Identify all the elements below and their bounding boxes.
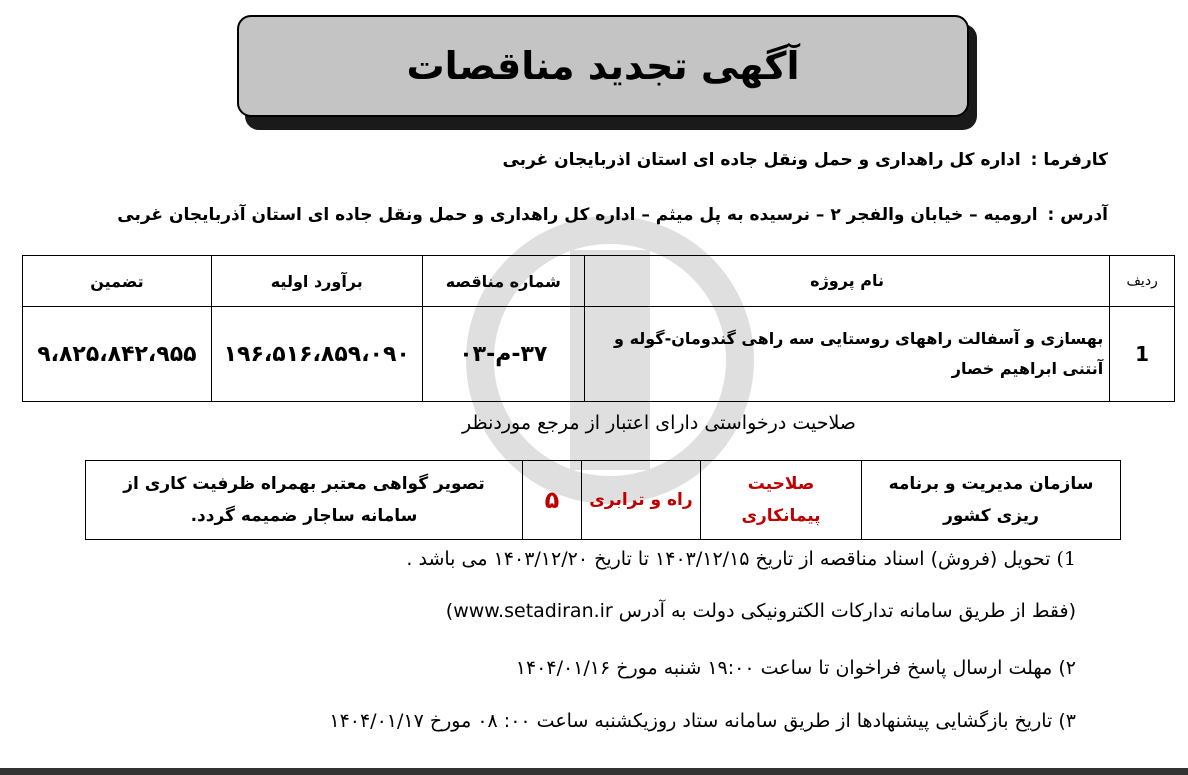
employer-value: اداره کل راهداری و حمل ونقل جاده ای استان اذربایجان غربی — [502, 150, 1021, 170]
header-project-name: نام پروژه — [584, 256, 1109, 307]
header-estimate: برآورد اولیه — [211, 256, 422, 307]
header-tender-number: شماره مناقصه — [422, 256, 584, 307]
cell-guarantee: ۹،۸۲۵،۸۴۲،۹۵۵ — [23, 307, 212, 402]
table-row — [23, 307, 1175, 402]
qualification-type: صلاحیت پیمانکاری — [701, 461, 862, 540]
item-3: ۳) تاریخ بازگشایی پیشنهادها از طریق سامانه ستاد روزیکشنبه ساعت ۰۰: ۰۸ مورخ ۱۴۰۴/۰۱/۱۷ — [329, 710, 1076, 732]
projects-table — [22, 255, 1175, 402]
employer-line — [502, 150, 1108, 170]
item-1-text: تحویل (فروش) اسناد مناقصه از تاریخ ۱۴۰۳/۱۲/۱۵ تا تاریخ ۱۴۰۳/۱۲/۲۰ می باشد . — [406, 548, 1051, 570]
cell-tender-number: ۳۷-م-۰۳ — [422, 307, 584, 402]
item-2: ۲) مهلت ارسال پاسخ فراخوان تا ساعت ۱۹:۰۰ شنبه مورخ ۱۴۰۴/۰۱/۱۶ — [515, 657, 1076, 679]
qualification-grade: ۵ — [523, 461, 582, 540]
page-title: آگهی تجدید مناقصات — [237, 15, 969, 117]
cell-estimate: ۱۹۶،۵۱۶،۸۵۹،۰۹۰ — [211, 307, 422, 402]
employer-label: کارفرما : — [1030, 150, 1108, 170]
address-value: ارومیه – خیابان والفجر ۲ – نرسیده به پل میثم – اداره کل راهداری و حمل ونقل جاده ای استان آذربایجان غربی — [117, 205, 1038, 225]
qualification-org: سازمان مدیریت و برنامه ریزی کشور — [862, 461, 1121, 540]
bottom-bar — [0, 768, 1188, 775]
cell-row-number: 1 — [1110, 307, 1175, 402]
qualification-field: راه و ترابری — [582, 461, 701, 540]
qualification-row — [86, 461, 1121, 540]
item-1-note: (فقط از طریق سامانه تدارکات الکترونیکی دولت به آدرس www.setadiran.ir) — [445, 600, 1076, 622]
qualification-heading: صلاحیت درخواستی دارای اعتبار از مرجع موردنظر — [462, 412, 856, 434]
address-label: آدرس : — [1047, 205, 1108, 225]
item-1 — [406, 548, 1076, 570]
qualification-table — [85, 460, 1121, 540]
header-guarantee: تضمین — [23, 256, 212, 307]
header-row-number: ردیف — [1110, 256, 1175, 307]
address-line — [117, 205, 1108, 225]
table-header-row — [23, 256, 1175, 307]
qualification-document: تصویر گواهی معتبر بهمراه ظرفیت کاری از سامانه ساجار ضمیمه گردد. — [86, 461, 523, 540]
cell-project-name: بهسازی و آسفالت راههای روستایی سه راهی گندومان-گوله و آنتنی ابراهیم خصار — [584, 307, 1109, 402]
item-1-number: 1) — [1056, 548, 1076, 570]
